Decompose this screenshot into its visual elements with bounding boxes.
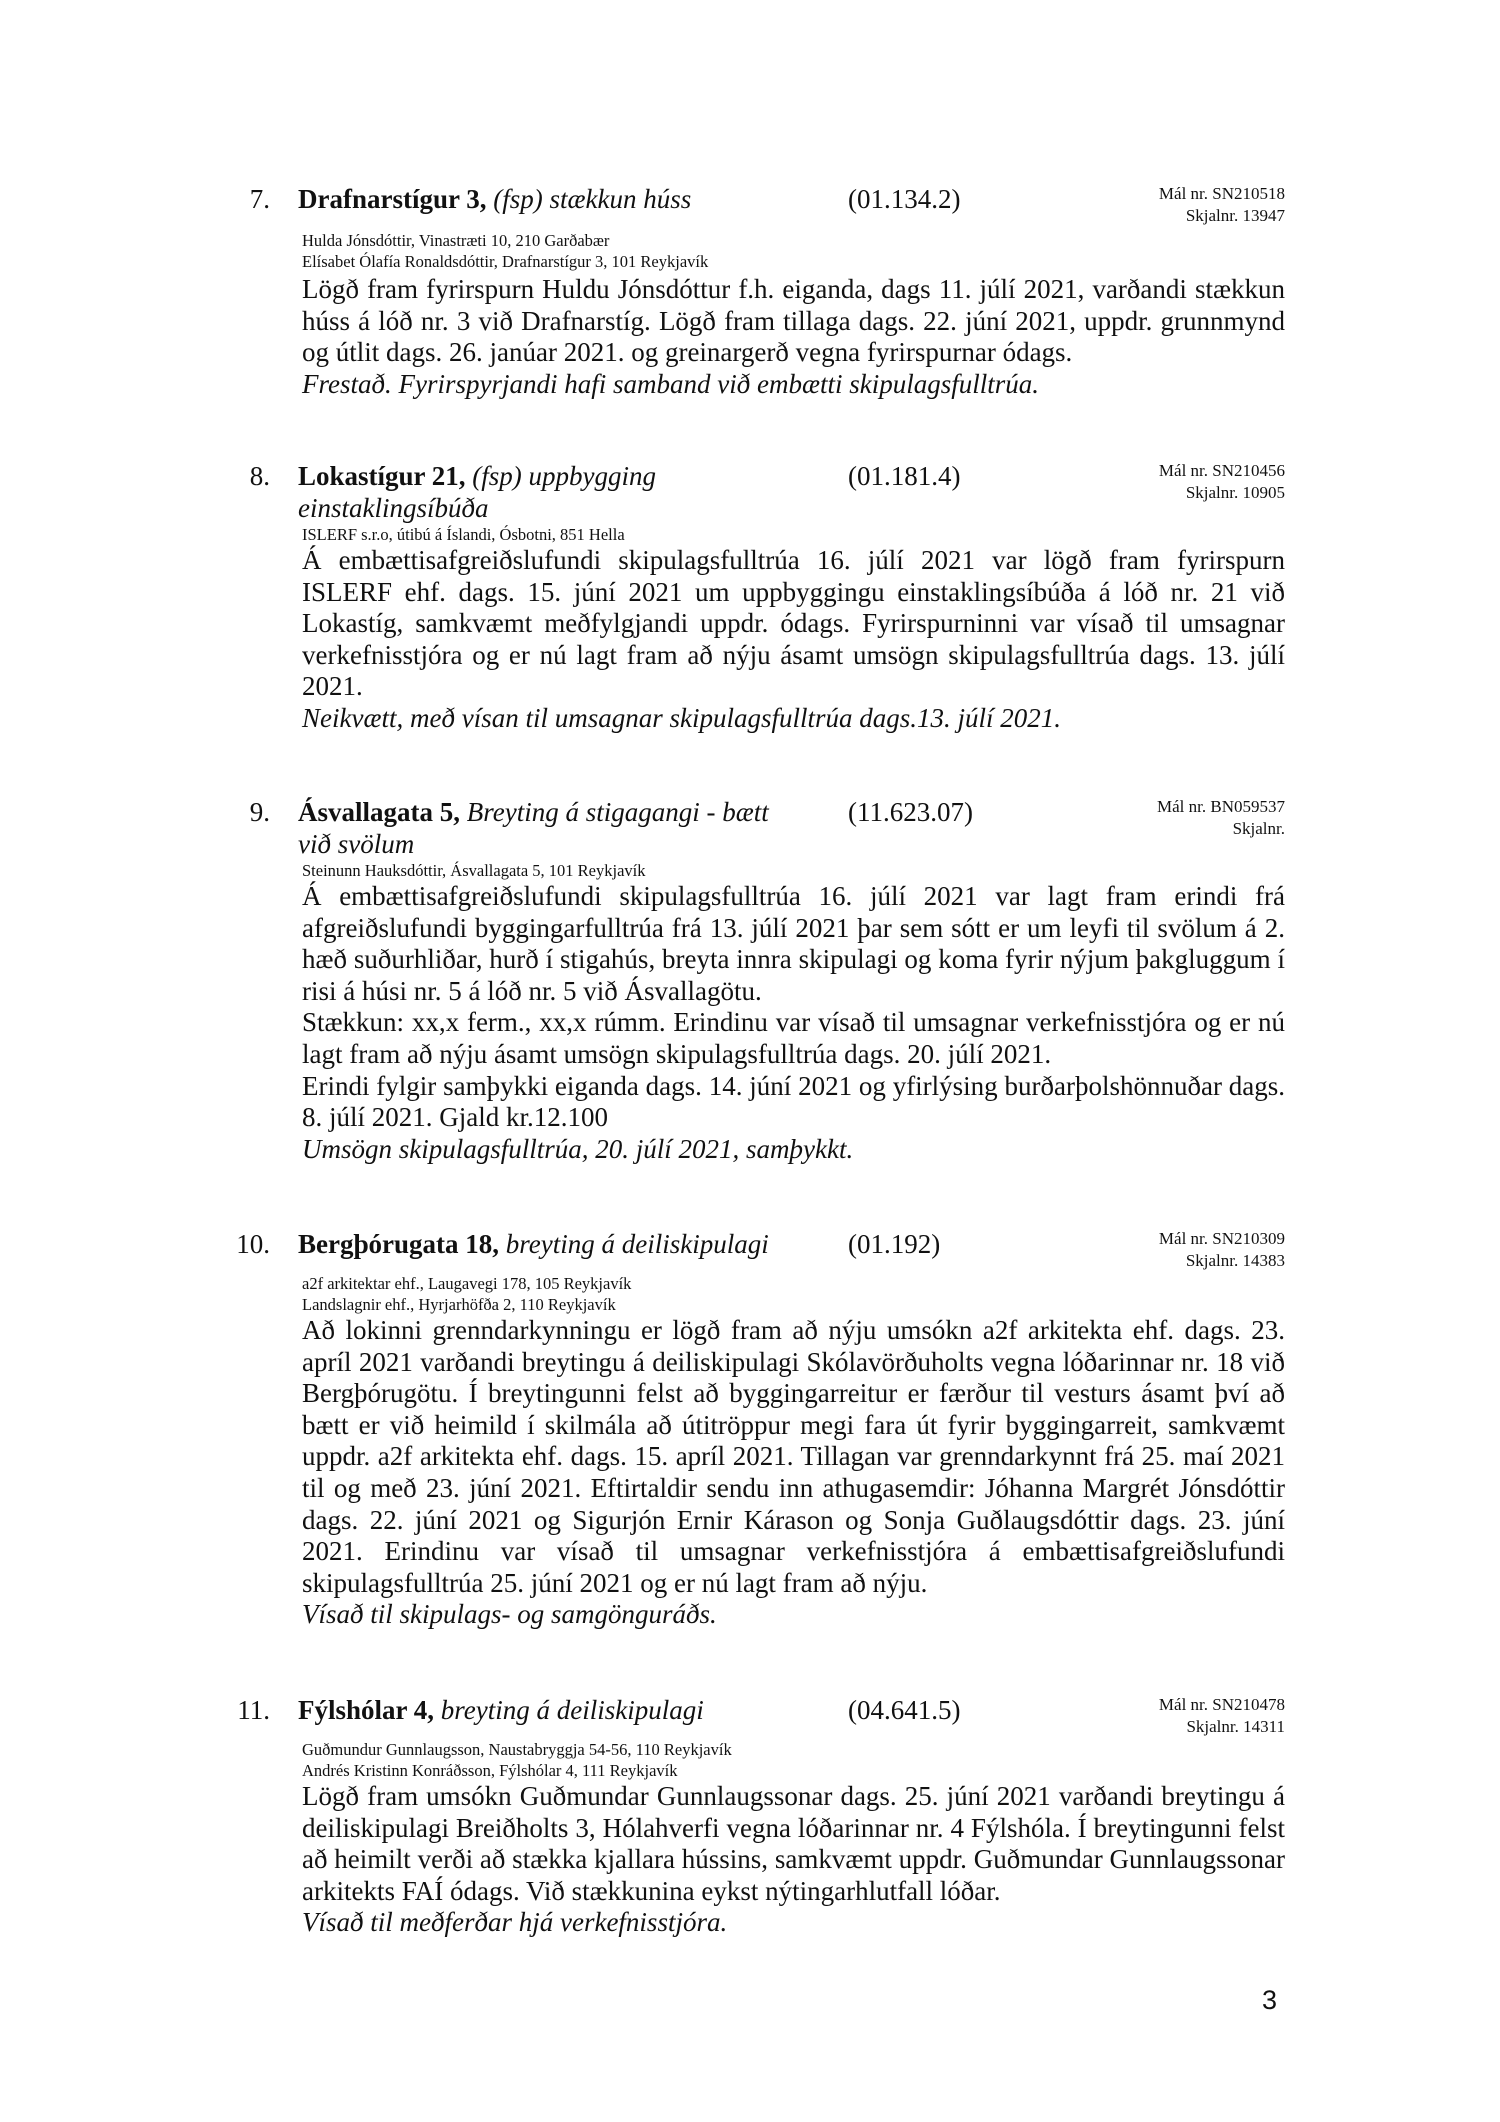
case-references [1159, 183, 1285, 227]
document-number: Skjalnr. 14311 [1186, 1717, 1285, 1736]
land-number: (01.181.4) [848, 461, 961, 491]
item-title [298, 183, 838, 215]
applicant: Elísabet Ólafía Ronaldsdóttir, Drafnarstígur 3, 101 Reykjavík [302, 252, 709, 271]
case-number: Mál nr. SN210456 [1158, 461, 1285, 480]
case-number: Mál nr. SN210518 [1158, 184, 1285, 203]
body-paragraph: Stækkun: xx,x ferm., xx,x rúmm. Erindinu var vísað til umsagnar verkefnisstjóra og er nú lagt fram að nýju ásamt umsögn skipulagsfulltrúa dags. 20. júlí 2021. [302, 1007, 1285, 1069]
applicant: Steinunn Hauksdóttir, Ásvallagata 5, 101 Reykjavík [302, 861, 646, 880]
item-number: 8. [249, 461, 270, 491]
body-paragraph: Erindi fylgir samþykki eiganda dags. 14. júní 2021 og yfirlýsing burðarþolshönnuðar dags. 8. júlí 2021. Gjald kr.12.100 [302, 1070, 1285, 1133]
applicants [302, 1739, 732, 1781]
applicant: Hulda Jónsdóttir, Vinastræti 10, 210 Garðabær [302, 231, 610, 250]
item-body [302, 881, 1285, 1165]
item-title [298, 796, 808, 860]
case-references [1159, 1228, 1285, 1272]
applicants [302, 860, 646, 881]
applicants [302, 524, 625, 545]
applicant: a2f arkitektar ehf., Laugavegi 178, 105 Reykjavík [302, 1274, 632, 1293]
item-conclusion: Vísað til skipulags- og samgönguráðs. [302, 1599, 717, 1630]
item-subject: breyting á deiliskipulagi [505, 1229, 769, 1259]
item-body [302, 1315, 1285, 1631]
document-number: Skjalnr. 13947 [1185, 206, 1285, 225]
document-number: Skjalnr. [1232, 819, 1285, 838]
item-body [302, 545, 1285, 735]
item-conclusion: Umsögn skipulagsfulltrúa, 20. júlí 2021, samþykkt. [302, 1133, 854, 1164]
case-references [1159, 1694, 1285, 1738]
item-address: Bergþórugata 18, [298, 1229, 499, 1259]
body-paragraph: Lögð fram umsókn Guðmundar Gunnlaugssonar dags. 25. júní 2021 varðandi breytingu á deiliskipulagi Breiðholts 3, Hólahverfi vegna lóðarinnar nr. 4 Fýlshóla. Í breytingunni felst að heimilt verði að stækka kjallara hússins, samkvæmt uppdr. Guðmundar Gunnlaugssonar arkitekts FAÍ ódags. Við stækkunina eykst nýtingarhlutfall lóðar. [302, 1781, 1285, 1906]
case-number: Mál nr. SN210309 [1158, 1229, 1285, 1248]
item-body [302, 274, 1285, 400]
item-title [298, 1694, 838, 1726]
item-title [298, 460, 698, 524]
land-number: (11.623.07) [848, 797, 973, 827]
land-number: (04.641.5) [848, 1695, 961, 1725]
item-conclusion: Vísað til meðferðar hjá verkefnisstjóra. [302, 1907, 728, 1938]
applicants [302, 1273, 631, 1315]
applicants [302, 230, 708, 272]
case-references [1159, 460, 1285, 504]
item-number: 11. [237, 1695, 270, 1725]
item-address: Lokastígur 21, [298, 461, 466, 491]
land-number: (01.192) [848, 1229, 941, 1259]
item-number: 10. [236, 1229, 270, 1259]
item-conclusion: Neikvætt, með vísan til umsagnar skipulagsfulltrúa dags.13. júlí 2021. [302, 702, 1061, 733]
item-address: Ásvallagata 5, [298, 797, 460, 827]
applicant: Landslagnir ehf., Hyrjarhöfða 2, 110 Reykjavík [302, 1295, 616, 1314]
item-address: Drafnarstígur 3, [298, 184, 487, 214]
item-subject: (fsp) stækkun húss [493, 184, 692, 214]
item-number: 7. [249, 184, 270, 214]
item-address: Fýlshólar 4, [298, 1695, 435, 1725]
body-paragraph: Á embættisafgreiðslufundi skipulagsfulltrúa 16. júlí 2021 var lagt fram erindi frá afgreiðslufundi byggingarfulltrúa frá 13. júlí 2021 þar sem sótt er um leyfi til svölum á 2. hæð suðurhliðar, hurð í stigahús, breyta innra skipulagi og koma fyrir nýjum þakgluggum í risi á húsi nr. 5 á lóð nr. 5 við Ásvallagötu. [302, 881, 1285, 1006]
document-number: Skjalnr. 14383 [1185, 1251, 1285, 1270]
applicant: ISLERF s.r.o, útibú á Íslandi, Ósbotni, 851 Hella [302, 525, 625, 544]
applicant: Andrés Kristinn Konráðsson, Fýlshólar 4, 111 Reykjavík [302, 1761, 678, 1780]
item-subject: breyting á deiliskipulagi [440, 1695, 704, 1725]
item-subject: Breyting á stigagangi - bætt við svölum [298, 797, 769, 859]
item-title [298, 1228, 838, 1260]
body-paragraph: Lögð fram fyrirspurn Huldu Jónsdóttur f.h. eiganda, dags 11. júlí 2021, varðandi stækkun húss á lóð nr. 3 við Drafnarstíg. Lögð fram tillaga dags. 22. júní 2021, uppdr. grunnmynd og útlit dags. 26. janúar 2021. og greinargerð vegna fyrirspurnar ódags. [302, 274, 1285, 368]
land-number: (01.134.2) [848, 184, 961, 214]
case-number: Mál nr. BN059537 [1157, 797, 1285, 816]
page-number: 3 [1262, 1985, 1278, 2015]
applicant: Guðmundur Gunnlaugsson, Naustabryggja 54-56, 110 Reykjavík [302, 1740, 732, 1759]
item-subject: (fsp) uppbygging einstaklingsíbúða [298, 461, 657, 523]
document-number: Skjalnr. 10905 [1185, 483, 1285, 502]
item-conclusion: Frestað. Fyrirspyrjandi hafi samband við embætti skipulagsfulltrúa. [302, 368, 1039, 399]
body-paragraph: Að lokinni grenndarkynningu er lögð fram að nýju umsókn a2f arkitekta ehf. dags. 23. apríl 2021 varðandi breytingu á deiliskipulagi Skólavörðuholts vegna lóðarinnar nr. 18 við Bergþórugötu. Í breytingunni felst að byggingarreitur er færður til vesturs ásamt því að bætt er við heimild í skilmála að útitröppur megi fara út fyrir byggingarreit, samkvæmt uppdr. a2f arkitekta ehf. dags. 15. apríl 2021. Tillagan var grenndarkynnt frá 25. maí 2021 til og með 23. júní 2021. Eftirtaldir sendu inn athugasemdir: Jóhanna Margrét Jónsdóttir dags. 22. júní 2021 og Sigurjón Ernir Kárason og Sonja Guðlaugsdóttir dags. 23. júní 2021. Erindinu var vísað til umsagnar verkefnisstjóra á embættisafgreiðslufundi skipulagsfulltrúa 25. júní 2021 og er nú lagt fram að nýju. [302, 1315, 1285, 1598]
case-number: Mál nr. SN210478 [1158, 1695, 1285, 1714]
item-body [302, 1781, 1285, 1939]
case-references [1157, 796, 1285, 840]
body-paragraph: Á embættisafgreiðslufundi skipulagsfulltrúa 16. júlí 2021 var lögð fram fyrirspurn ISLERF ehf. dags. 15. júní 2021 um uppbyggingu einstaklingsíbúða á lóð nr. 21 við Lokastíg, samkvæmt meðfylgjandi uppdr. ódags. Fyrirspurninni var vísað til umsagnar verkefnisstjóra og er nú lagt fram að nýju ásamt umsögn skipulagsfulltrúa dags. 13. júlí 2021. [302, 545, 1285, 702]
item-number: 9. [249, 797, 270, 827]
